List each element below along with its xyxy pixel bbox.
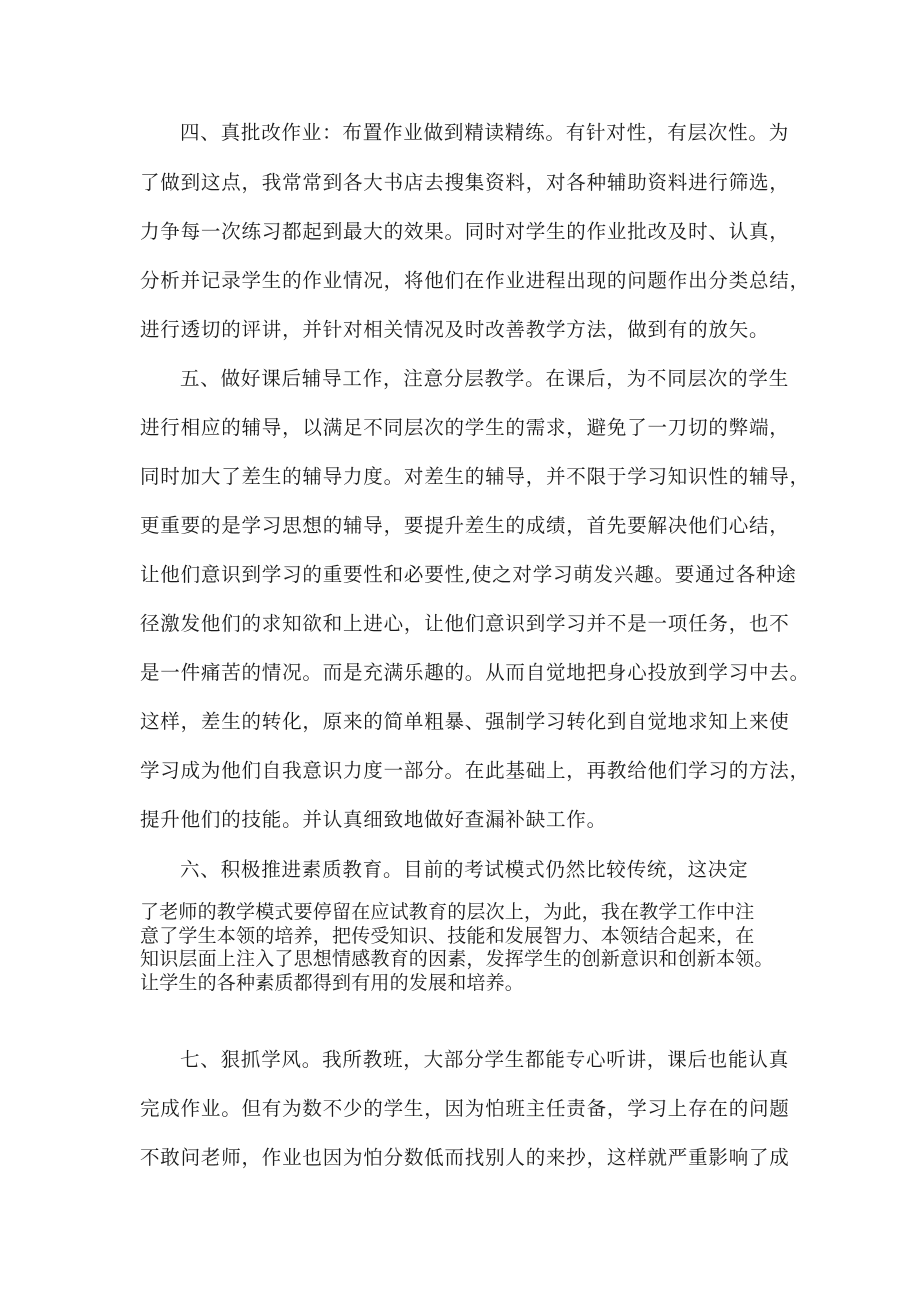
paragraph-4-line: 进行透切的评讲，并针对相关情况及时改善教学方法，做到有的放矢。 [140, 318, 770, 341]
paragraph-5-line: 让他们意识到学习的重要性和必要性,使之对学习萌发兴趣。要通过各种途 [140, 563, 797, 586]
paragraph-5-line: 径激发他们的求知欲和上进心，让他们意识到学习并不是一项任务，也不 [140, 612, 790, 635]
paragraph-7-line: 不敢问老师，作业也因为怕分数低而找别人的来抄，这样就严重影响了成 [140, 1146, 790, 1169]
paragraph-4-line: 四、真批改作业：布置作业做到精读精练。有针对性，有层次性。为 [180, 121, 790, 144]
paragraph-6-row: 了老师的教学模式要停留在应试教育的层次上，为此，我在教学工作中注 [140, 901, 755, 923]
paragraph-6-row: 意了学生本领的培养，把传受知识、技能和发展智力、本领结合起来，在 [140, 924, 755, 947]
paragraph-6-body [140, 901, 805, 995]
paragraph-5-line: 学习成为他们自我意识力度一部分。在此基础上，再教给他们学习的方法， [140, 759, 810, 782]
paragraph-5-line: 是一件痛苦的情况。而是充满乐趣的。从而自觉地把身心投放到学习中去。 [140, 661, 810, 684]
paragraph-7-line: 七、狠抓学风。我所教班，大部分学生都能专心听讲，课后也能认真 [180, 1048, 790, 1071]
paragraph-6-row: 让学生的各种素质都得到有用的发展和培养。 [140, 971, 525, 994]
paragraph-7-line: 完成作业。但有为数不少的学生，因为怕班主任责备，学习上存在的问题 [140, 1097, 790, 1120]
paragraph-5-line: 进行相应的辅导，以满足不同层次的学生的需求，避免了一刀切的弊端， [140, 416, 790, 439]
paragraph-5-line: 同时加大了差生的辅导力度。对差生的辅导，并不限于学习知识性的辅导， [140, 465, 810, 488]
paragraph-5-line: 这样，差生的转化，原来的简单粗暴、强制学习转化到自觉地求知上来使 [140, 710, 790, 733]
paragraph-5-line: 更重要的是学习思想的辅导，要提升差生的成绩，首先要解决他们心结， [140, 514, 790, 537]
paragraph-4-line: 力争每一次练习都起到最大的效果。同时对学生的作业批改及时、认真， [140, 220, 790, 243]
paragraph-5-line: 五、做好课后辅导工作，注意分层教学。在课后，为不同层次的学生 [180, 367, 790, 390]
paragraph-6-line: 六、积极推进素质教育。目前的考试模式仍然比较传统，这决定 [180, 858, 749, 881]
paragraph-4-line: 分析并记录学生的作业情况，将他们在作业进程出现的问题作出分类总结， [140, 269, 810, 292]
paragraph-6-row: 知识层面上注入了思想情感教育的因素，发挥学生的创新意识和创新本领。 [140, 948, 774, 970]
paragraph-4-line: 了做到这点，我常常到各大书店去搜集资料，对各种辅助资料进行筛选， [140, 171, 790, 194]
paragraph-5-line: 提升他们的技能。并认真细致地做好查漏补缺工作。 [140, 808, 607, 831]
